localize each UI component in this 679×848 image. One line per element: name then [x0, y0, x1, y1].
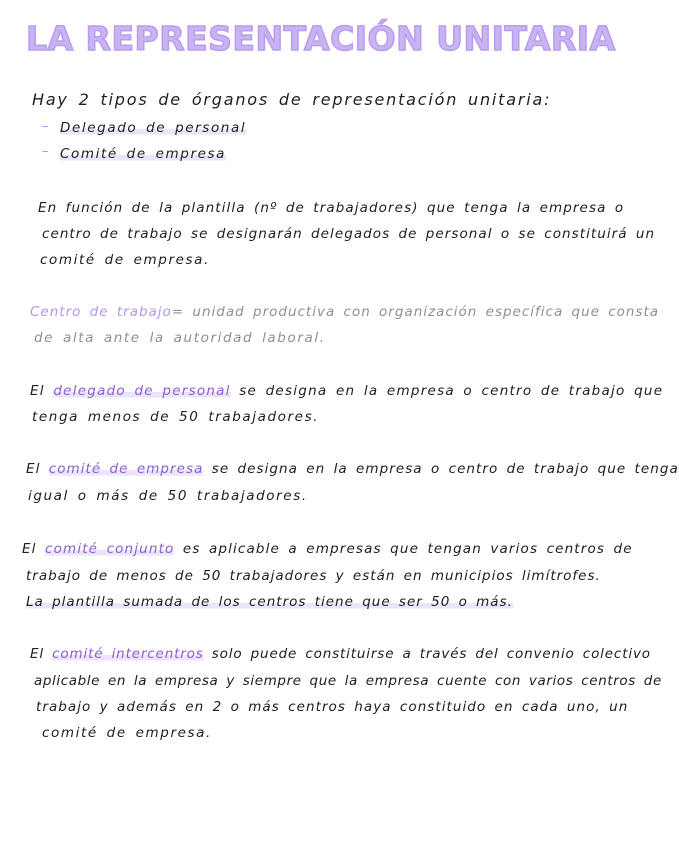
- conjunto-rest: es aplicable a empresas que tengan varios centros de: [182, 541, 633, 557]
- conjunto-term: comité conjunto: [45, 541, 175, 557]
- conjunto-line2: trabajo de menos de 50 trabajadores y están en municipios limítrofes.: [26, 568, 601, 584]
- conjunto-line1: [22, 541, 633, 557]
- intercentros-line2: aplicable en la empresa y siempre que la empresa cuente con varios centros de: [34, 673, 662, 689]
- centro-line1: [30, 304, 659, 320]
- delegado-pre: El: [30, 383, 45, 399]
- intercentros-line3: trabajo y además en 2 o más centros haya constituido en cada uno, un: [36, 699, 629, 715]
- list-item-comite: [60, 146, 226, 162]
- conjunto-line3: [26, 594, 513, 610]
- delegado-term: delegado de personal: [53, 383, 231, 399]
- centro-term: Centro de trabajo: [30, 304, 172, 320]
- intercentros-pre: El: [30, 646, 44, 662]
- page-title: LA REPRESENTACIÓN UNITARIA: [26, 19, 616, 58]
- delegado-rest: se designa en la empresa o centro de trabajo que: [239, 383, 664, 399]
- centro-line2: de alta ante la autoridad laboral.: [34, 330, 326, 346]
- paragraph1-line3: comité de empresa.: [40, 252, 210, 268]
- intercentros-line4: comité de empresa.: [42, 725, 212, 741]
- comite-line2: igual o más de 50 trabajadores.: [28, 488, 308, 504]
- delegado-line2: tenga menos de 50 trabajadores.: [32, 409, 320, 425]
- list-item-delegado: [60, 120, 246, 136]
- bullet-dash-1: –: [42, 119, 49, 134]
- intro-text: Hay 2 tipos de órganos de representación unitaria:: [32, 90, 552, 109]
- paragraph1-line1: En función de la plantilla (nº de trabajadores) que tenga la empresa o: [38, 200, 625, 216]
- list-item-label: Comité de empresa: [60, 146, 227, 162]
- bullet-dash-2: –: [42, 144, 49, 159]
- comite-line1: [26, 461, 679, 477]
- comite-rest: se designa en la empresa o centro de trabajo que tenga: [211, 461, 679, 477]
- comite-pre: El: [26, 461, 41, 477]
- intercentros-line1: [30, 646, 651, 662]
- conjunto-pre: El: [22, 541, 37, 557]
- paragraph1-line2: centro de trabajo se designarán delegados de personal o se constituirá un: [42, 226, 656, 242]
- list-item-label: Delegado de personal: [60, 120, 247, 136]
- intercentros-rest: solo puede constituirse a través del convenio colectivo: [211, 646, 651, 662]
- conjunto-line3-text: La plantilla sumada de los centros tiene que ser 50 o más.: [26, 594, 513, 610]
- delegado-line1: [30, 383, 663, 399]
- comite-term: comité de empresa: [48, 461, 204, 477]
- centro-definition: = unidad productiva con organización específica que consta: [171, 304, 660, 320]
- intercentros-term: comité intercentros: [52, 646, 204, 662]
